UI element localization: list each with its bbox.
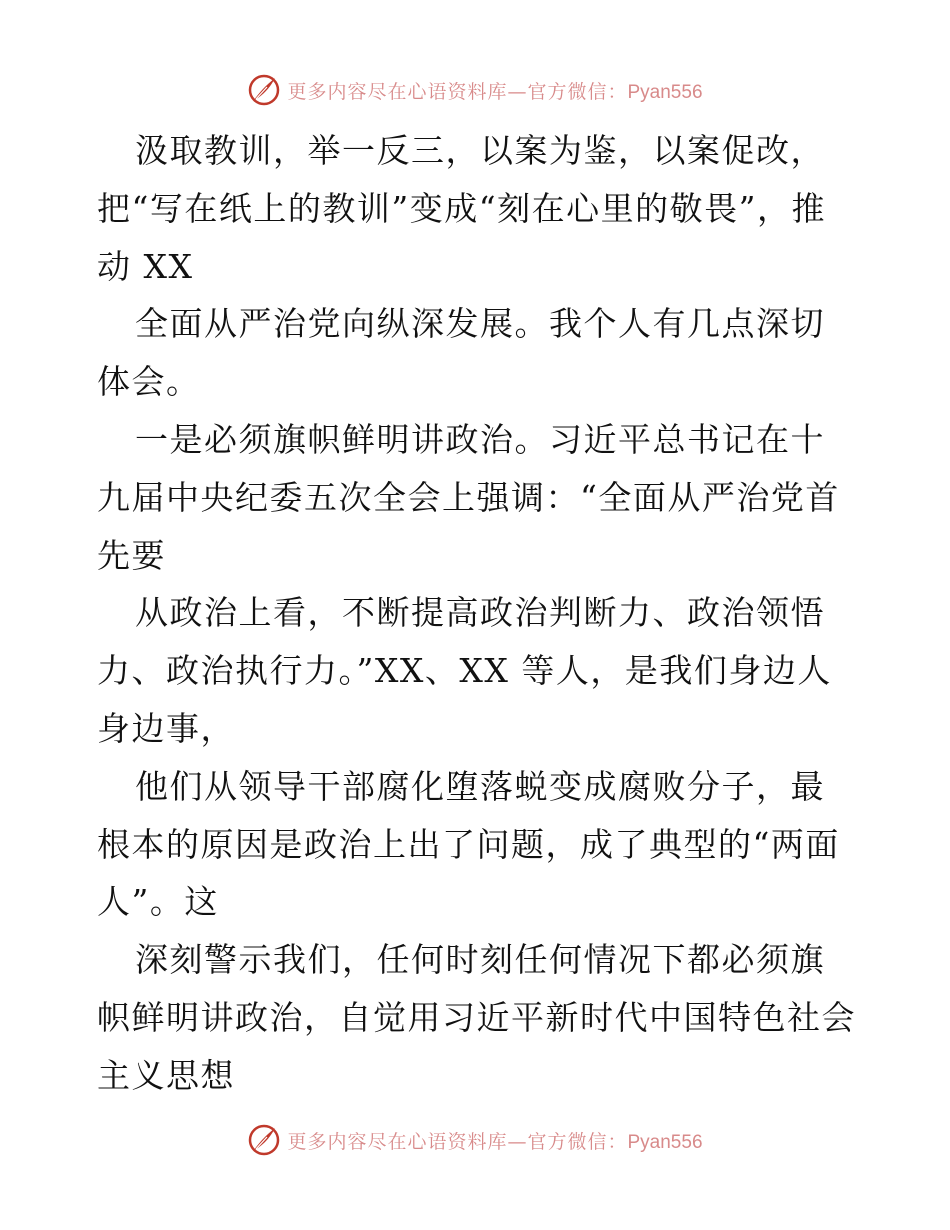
footer-wechat-id: Pyan556	[627, 1131, 703, 1153]
paragraph: 深刻警示我们，任何时刻任何情况下都必须旗帜鲜明讲政治，自觉用习近平新时代中国特色社会主义思想	[97, 940, 856, 1095]
paragraph: 一是必须旗帜鲜明讲政治。习近平总书记在十九届中央纪委五次全会上强调：“全面从严治党首先要	[97, 419, 840, 575]
header-watermark-text: 更多内容尽在心语资料库—官方微信：Pyan556	[287, 80, 703, 103]
footer-watermark-text: 更多内容尽在心语资料库—官方微信：Pyan556	[287, 1130, 703, 1153]
paragraph: 全面从严治党向纵深发展。我个人有几点深切体会。	[97, 304, 825, 402]
header-wechat-id: Pyan556	[627, 81, 703, 103]
paragraph: 汲取教训，举一反三，以案为鉴，以案促改，把“写在纸上的教训”变成“刻在心里的敬畏”，推动 XX	[97, 131, 826, 286]
header-watermark	[0, 70, 950, 110]
footer-watermark	[0, 1120, 950, 1160]
quill-logo-icon	[247, 73, 281, 107]
paragraph: 他们从领导干部腐化堕落蜕变成腐败分子，最根本的原因是政治上出了问题，成了典型的“两面人”。这	[97, 766, 840, 922]
document-body	[97, 122, 857, 1105]
quill-logo-icon	[247, 1123, 281, 1157]
paragraph: 从政治上看，不断提高政治判断力、政治领悟力、政治执行力。”XX、XX 等人，是我们身边人身边事，	[97, 593, 832, 748]
